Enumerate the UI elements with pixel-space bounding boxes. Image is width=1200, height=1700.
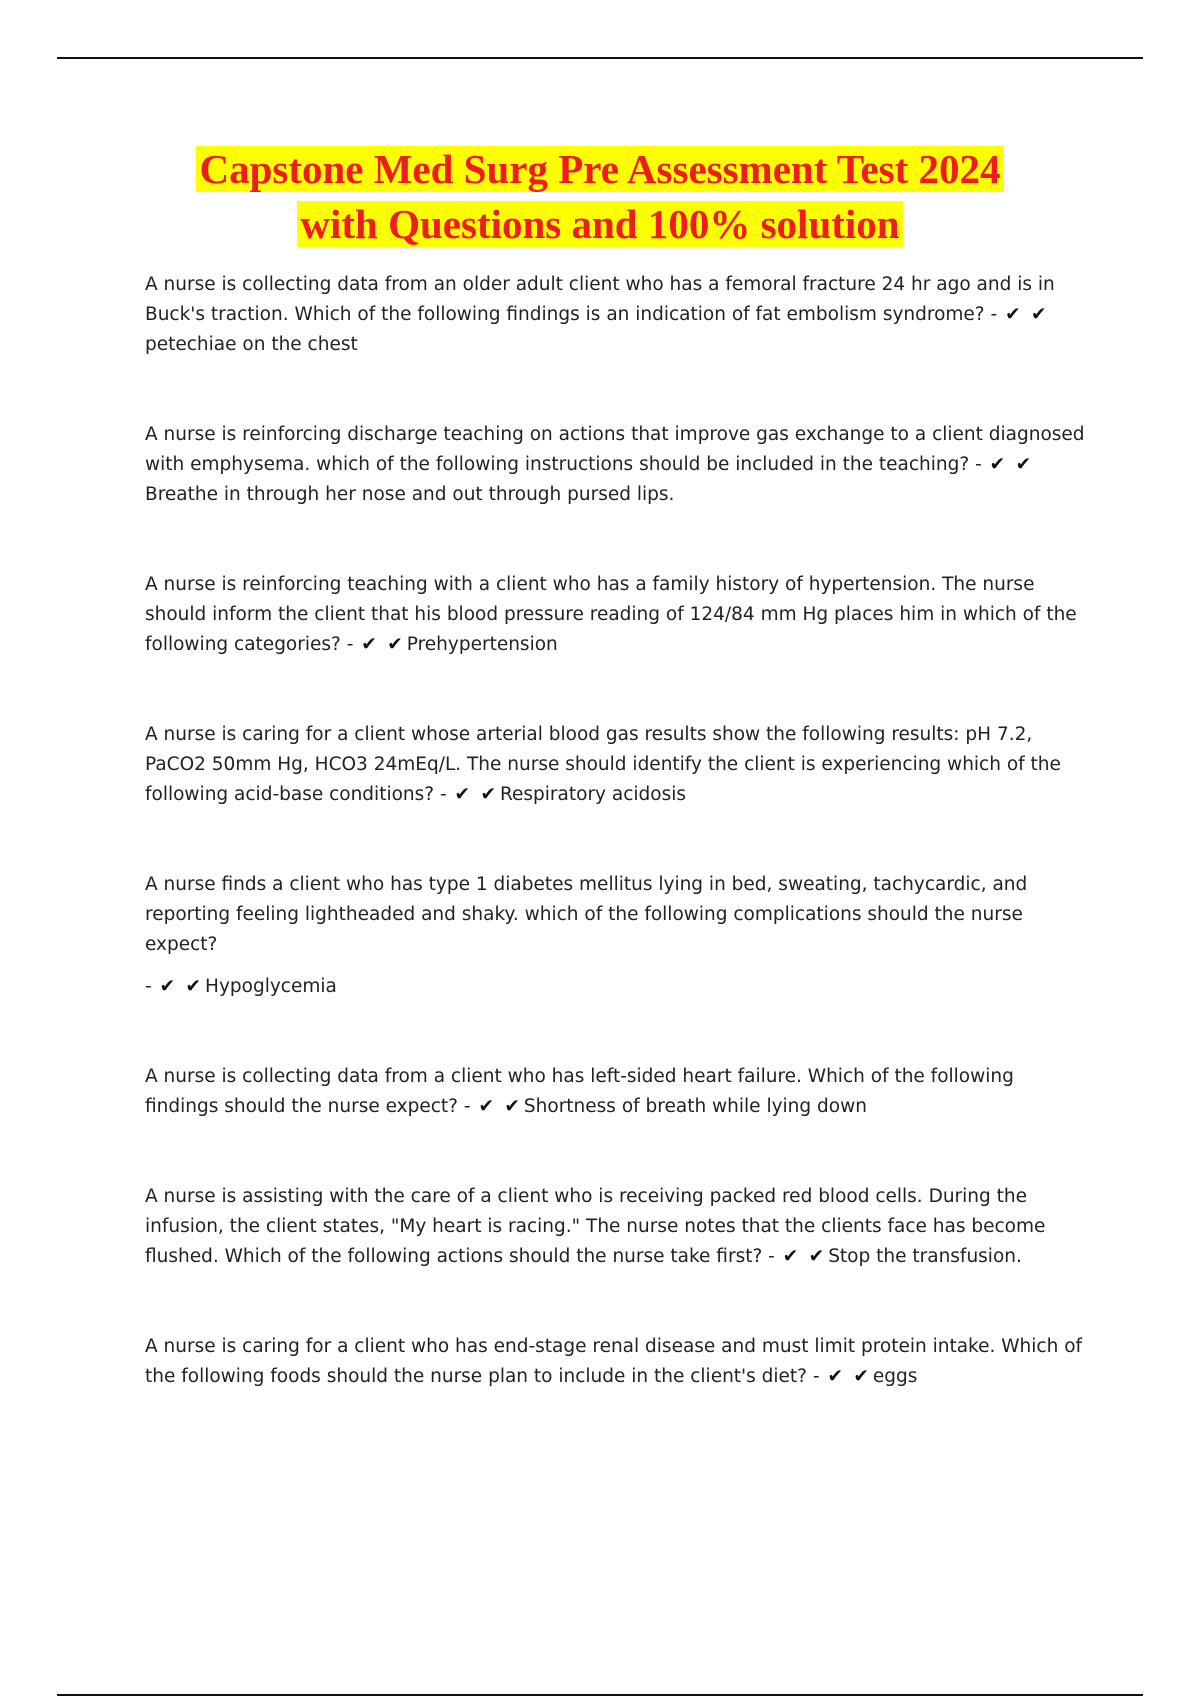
qa-item (145, 420, 1090, 510)
title-line-2: with Questions and 100% solution (297, 201, 902, 247)
check-icon: ✔ ✔ (827, 1366, 871, 1387)
question-text: A nurse finds a client who has type 1 diabetes mellitus lying in bed, sweating, tachycardic, and reporting feeling lightheaded and shaky. which of the following complications should the nurse expect? (145, 874, 1028, 955)
bottom-rule (57, 1694, 1143, 1696)
check-icon: ✔ ✔ (478, 1096, 522, 1117)
qa-item (145, 1182, 1090, 1272)
question-text: A nurse is assisting with the care of a client who is receiving packed red blood cells. During the infusion, the client states, "My heart is racing." The nurse notes that the clients face has become flushed. Which of the following actions should the nurse take first? - (145, 1186, 1046, 1267)
check-icon: ✔ ✔ (361, 634, 405, 655)
answer-text: Shortness of breath while lying down (523, 1096, 867, 1117)
question-text: A nurse is collecting data from a client who has left-sided heart failure. Which of the following findings should the nurse expect? - (145, 1066, 1014, 1117)
qa-item (145, 1332, 1090, 1392)
qa-item (145, 1062, 1090, 1122)
qa-list (145, 270, 1090, 1392)
title-line-1: Capstone Med Surg Pre Assessment Test 2024 (196, 146, 1003, 192)
answer-prefix: - (145, 976, 152, 997)
qa-item (145, 270, 1090, 360)
answer-text: Stop the transfusion. (828, 1246, 1022, 1267)
answer-text: Breathe in through her nose and out through pursed lips. (145, 484, 675, 505)
question-text: A nurse is caring for a client whose arterial blood gas results show the following results: pH 7.2, PaCO2 50mm Hg, HCO3 24mEq/L. The nurse should identify the client is experiencing which of the following acid-base conditions? - (145, 724, 1061, 805)
check-icon: ✔ ✔ (1005, 304, 1049, 325)
document-title (0, 142, 1200, 252)
qa-item (145, 720, 1090, 810)
answer-line (145, 972, 1090, 1002)
question-text: A nurse is reinforcing teaching with a client who has a family history of hypertension. The nurse should inform the client that his blood pressure reading of 124/84 mm Hg places him in which of the following categories? - (145, 574, 1077, 655)
question-text: A nurse is caring for a client who has end-stage renal disease and must limit protein intake. Which of the following foods should the nurse plan to include in the client's diet? - (145, 1336, 1083, 1387)
top-rule (57, 57, 1143, 59)
answer-text: eggs (872, 1366, 918, 1387)
answer-text: Hypoglycemia (205, 976, 337, 997)
answer-text: petechiae on the chest (145, 334, 358, 355)
qa-item (145, 570, 1090, 660)
answer-text: Respiratory acidosis (500, 784, 687, 805)
question-text: A nurse is reinforcing discharge teaching on actions that improve gas exchange to a client diagnosed with emphysema. which of the following instructions should be included in the teaching? - (145, 424, 1085, 475)
check-icon: ✔ ✔ (454, 784, 498, 805)
check-icon: ✔ ✔ (159, 976, 204, 997)
qa-item (145, 870, 1090, 1002)
check-icon: ✔ ✔ (782, 1246, 827, 1267)
answer-text: Prehypertension (406, 634, 558, 655)
question-text: A nurse is collecting data from an older adult client who has a femoral fracture 24 hr ago and is in Buck's traction. Which of the following findings is an indication of fat embolism syndrome? - (145, 274, 1055, 325)
check-icon: ✔ ✔ (989, 454, 1034, 475)
